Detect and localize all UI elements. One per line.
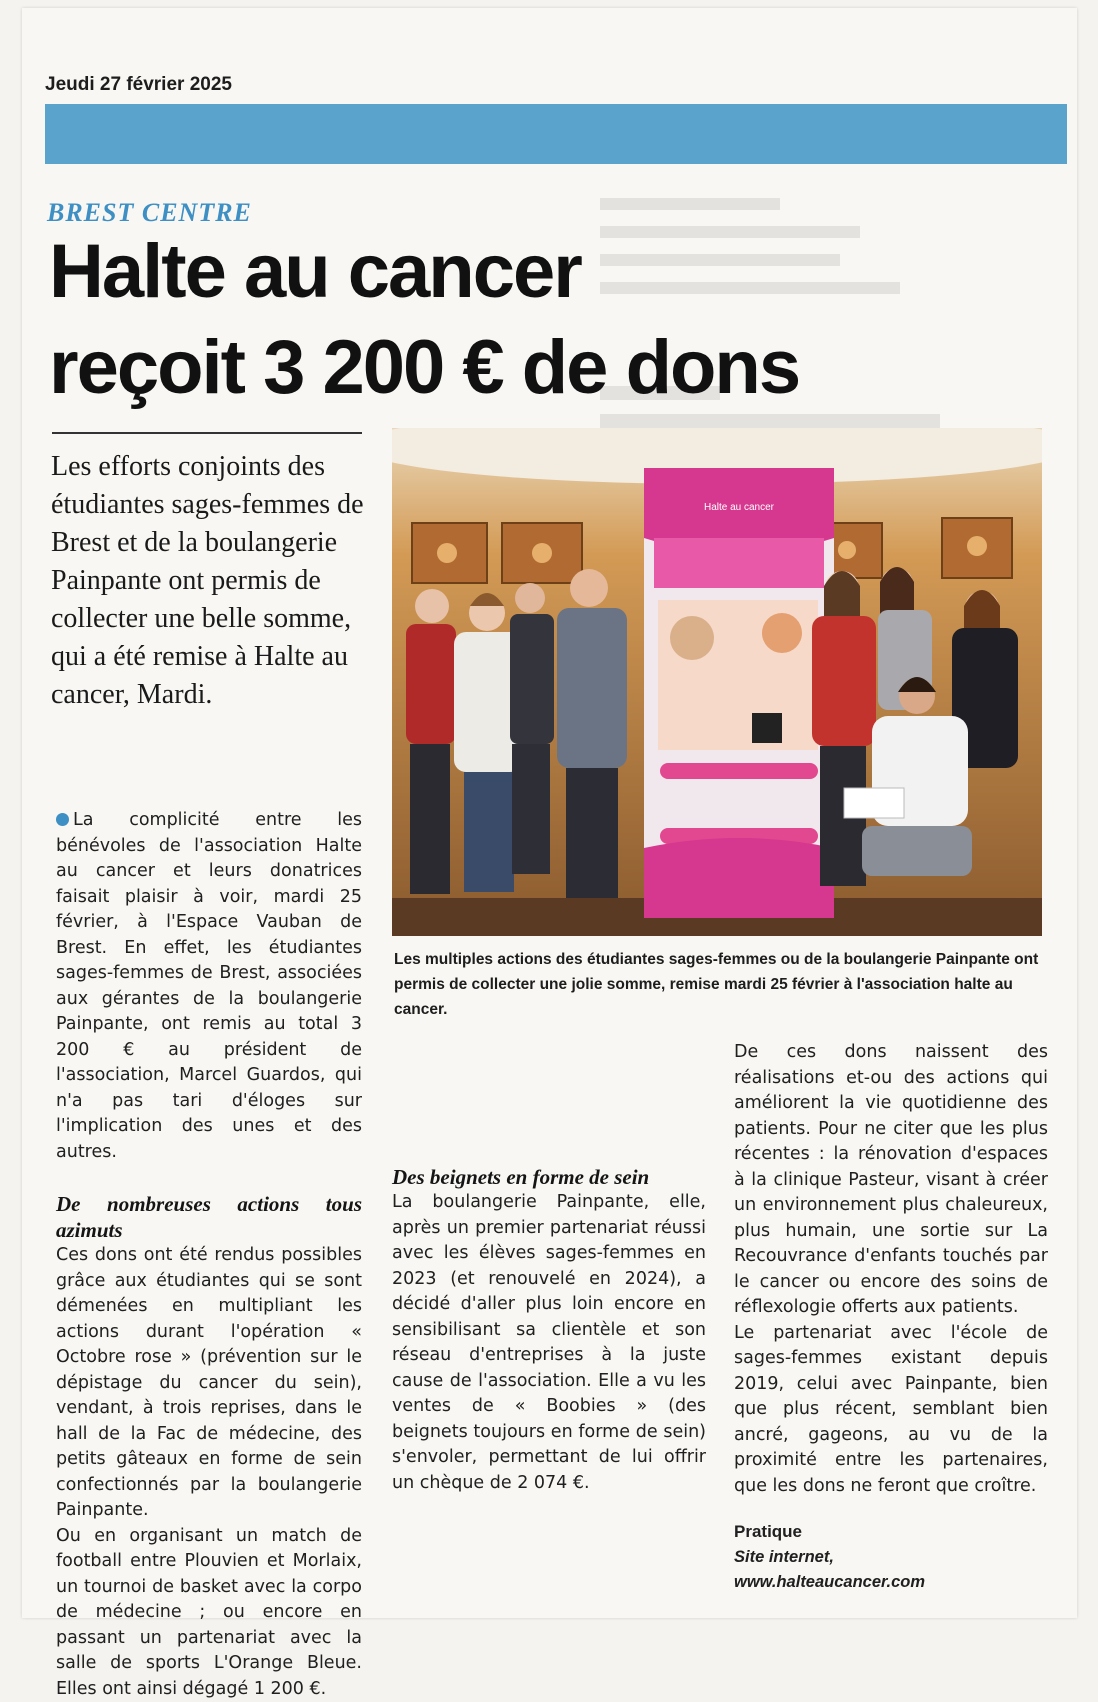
header-band <box>45 104 1067 164</box>
pratique-url[interactable]: www.halteaucancer.com <box>734 1570 1048 1595</box>
pratique-label: Pratique <box>734 1519 1048 1545</box>
lead-paragraph: Les efforts conjoints des étudiantes sages-femmes de Brest et de la boulangerie Painpante ont permis de collecter une belle somme, qui a été remise à Halte au cancer, Mardi. <box>51 448 371 714</box>
subheading-1: De nombreuses actions tous azimuts <box>56 1191 362 1243</box>
paragraph-3: La boulangerie Painpante, elle, après un premier partenariat réussi avec les élèves sages-femmes en 2023 (et renouvelé en 2024), a décidé d'aller plus loin encore en sensibilisant sa clientèle et son réseau d'entreprises à la juste cause de l'association. Elle a vu les ventes de « Boobies » (des beignets toujours en forme de sein) s'envoler, permettant de lui offrir un chèque de 2 074 €. <box>392 1190 706 1496</box>
pratique-site-label: Site internet, <box>734 1545 1048 1570</box>
article-column-1 <box>56 808 362 1702</box>
paragraph-2-text: Ou en organisant un match de football entre Plouvien et Morlaix, un tournoi de basket avec la corpo de médecine ; ou encore en passant un partenariat avec la salle de sports L'Orange Bleue. Elles ont ainsi dégagé 1 200 €. <box>56 1526 362 1699</box>
paragraph-2-part <box>56 1524 362 1702</box>
intro-text: La complicité entre les bénévoles de l'association Halte au cancer et leurs donatrices faisait plaisir à voir, mardi 25 février, à l'Espace Vauban de Brest. En effet, les étudiantes sages-femmes de Brest, associées aux gérantes de la boulangerie Painpante, ont remis au total 3 200 € au président de l'association, Marcel Guardos, qui n'a pas tari d'éloges sur l'implication des unes et des autres. <box>56 810 362 1162</box>
issue-date: Jeudi 27 février 2025 <box>45 74 232 96</box>
article-column-2 <box>392 1164 706 1496</box>
banner-stand <box>644 468 834 918</box>
bullet-dot-icon <box>56 813 69 826</box>
photo-caption: Les multiples actions des étudiantes sages-femmes ou de la boulangerie Painpante ont permis de collecter une jolie somme, remise mardi 25 février à l'association halte au cancer. <box>394 947 1048 1022</box>
headline-line-1: Halte au cancer <box>49 224 1009 320</box>
banner-title: Halte au cancer <box>704 502 775 513</box>
people-left <box>406 569 627 898</box>
paragraph-5: Le partenariat avec l'école de sages-femmes existant depuis 2019, celui avec Painpante, bien que plus récent, semblant bien ancré, gageons, au vu de la proximité entre les partenaires, que les dons ne feront que croître. <box>734 1321 1048 1500</box>
subheading-2: Des beignets en forme de sein <box>392 1164 706 1190</box>
chapo-rule <box>52 432 362 434</box>
section-rubric: BREST CENTRE <box>47 198 252 228</box>
article-photo <box>392 428 1042 936</box>
headline-line-2: reçoit 3 200 € de dons <box>49 320 1009 416</box>
article-column-3 <box>734 1040 1048 1595</box>
paragraph-1: Ces dons ont été rendus possibles grâce aux étudiantes qui se sont démenées en multipliant les actions durant l'opération « Octobre rose » (prévention sur le dépistage du cancer du sein), vendant, à trois reprises, dans le hall de la Fac de médecine, des petits gâteaux en forme de sein confectionnés par la boulangerie Painpante. <box>56 1243 362 1524</box>
intro-paragraph <box>56 808 362 1165</box>
group-photo-illustration <box>392 428 1042 936</box>
paragraph-4: De ces dons naissent des réalisations et-ou des actions qui améliorent la vie quotidienne des patients. Pour ne citer que les plus récentes : la rénovation d'espaces à la clinique Pasteur, visant à créer un environnement plus chaleureux, plus humain, une sortie sur La Recouvrance d'enfants touchés par le cancer ou encore des soins de réflexologie offerts aux patients. <box>734 1040 1048 1321</box>
headline <box>49 224 1009 416</box>
